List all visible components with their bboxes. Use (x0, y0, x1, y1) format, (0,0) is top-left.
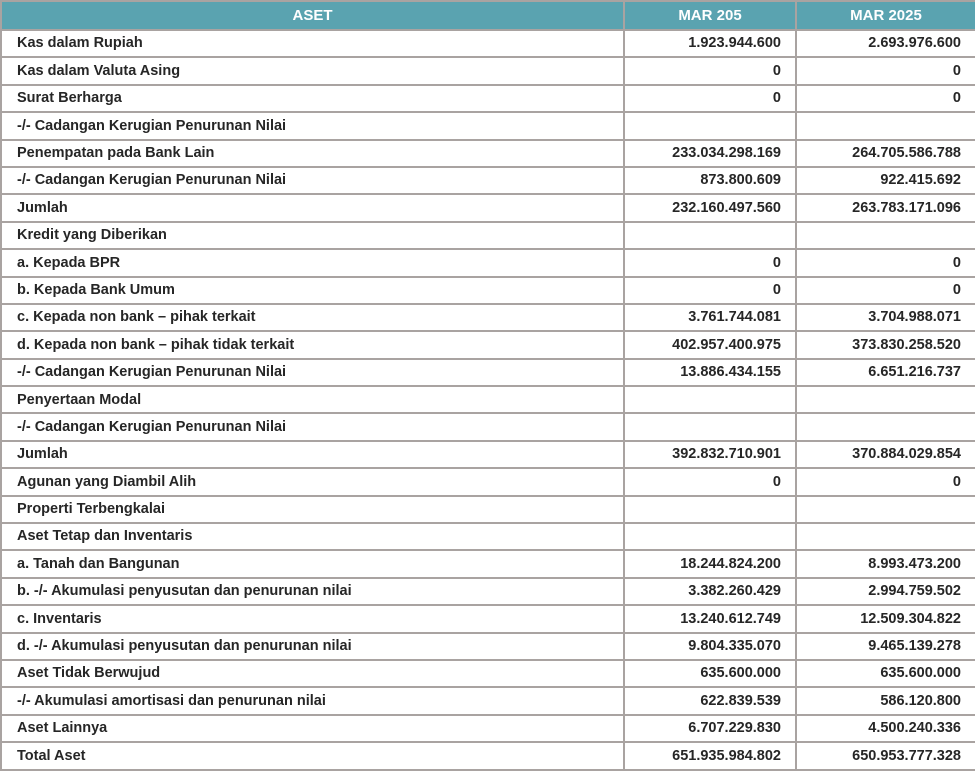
row-label: Agunan yang Diambil Alih (1, 468, 624, 495)
row-value-period-1 (624, 496, 796, 523)
table-row (1, 249, 975, 276)
row-label: a. Tanah dan Bangunan (1, 550, 624, 577)
table-row (1, 140, 975, 167)
table-row (1, 359, 975, 386)
table-row (1, 386, 975, 413)
row-label: Aset Lainnya (1, 715, 624, 742)
row-label: -/- Cadangan Kerugian Penurunan Nilai (1, 112, 624, 139)
row-value-period-1: 18.244.824.200 (624, 550, 796, 577)
table-row (1, 277, 975, 304)
row-label: d. Kepada non bank – pihak tidak terkait (1, 331, 624, 358)
row-value-period-1: 0 (624, 468, 796, 495)
row-value-period-2 (796, 386, 975, 413)
row-value-period-1: 873.800.609 (624, 167, 796, 194)
row-value-period-2 (796, 523, 975, 550)
table-row (1, 222, 975, 249)
row-value-period-2: 12.509.304.822 (796, 605, 975, 632)
row-label: Kas dalam Rupiah (1, 30, 624, 57)
row-value-period-2: 0 (796, 249, 975, 276)
row-label: Jumlah (1, 194, 624, 221)
table-row (1, 687, 975, 714)
row-label: -/- Akumulasi amortisasi dan penurunan nilai (1, 687, 624, 714)
table-row (1, 413, 975, 440)
row-value-period-1: 651.935.984.802 (624, 742, 796, 769)
row-value-period-2: 0 (796, 277, 975, 304)
row-label: Properti Terbengkalai (1, 496, 624, 523)
table-row (1, 715, 975, 742)
row-value-period-1: 232.160.497.560 (624, 194, 796, 221)
row-value-period-2: 2.693.976.600 (796, 30, 975, 57)
row-value-period-1: 402.957.400.975 (624, 331, 796, 358)
row-label: Penempatan pada Bank Lain (1, 140, 624, 167)
row-label: -/- Cadangan Kerugian Penurunan Nilai (1, 359, 624, 386)
row-value-period-1: 3.761.744.081 (624, 304, 796, 331)
row-value-period-2 (796, 496, 975, 523)
row-value-period-2: 2.994.759.502 (796, 578, 975, 605)
table-row (1, 85, 975, 112)
table-row (1, 468, 975, 495)
row-value-period-1: 392.832.710.901 (624, 441, 796, 468)
row-value-period-2: 8.993.473.200 (796, 550, 975, 577)
row-label: Aset Tidak Berwujud (1, 660, 624, 687)
row-value-period-2: 4.500.240.336 (796, 715, 975, 742)
row-label: Penyertaan Modal (1, 386, 624, 413)
row-label: a. Kepada BPR (1, 249, 624, 276)
row-value-period-1: 622.839.539 (624, 687, 796, 714)
table-row (1, 550, 975, 577)
row-value-period-1: 0 (624, 85, 796, 112)
table-row (1, 633, 975, 660)
row-value-period-2: 263.783.171.096 (796, 194, 975, 221)
table-row (1, 304, 975, 331)
table-row (1, 496, 975, 523)
row-label: d. -/- Akumulasi penyusutan dan penurunan nilai (1, 633, 624, 660)
row-value-period-1: 233.034.298.169 (624, 140, 796, 167)
row-label: Kredit yang Diberikan (1, 222, 624, 249)
row-label: c. Kepada non bank – pihak terkait (1, 304, 624, 331)
table-row (1, 660, 975, 687)
table-row (1, 523, 975, 550)
row-value-period-2: 650.953.777.328 (796, 742, 975, 769)
row-value-period-1: 9.804.335.070 (624, 633, 796, 660)
header-aset: ASET (1, 1, 624, 30)
table-row (1, 112, 975, 139)
row-value-period-2: 0 (796, 468, 975, 495)
row-value-period-1 (624, 222, 796, 249)
row-value-period-1 (624, 413, 796, 440)
row-value-period-1: 0 (624, 57, 796, 84)
row-value-period-1 (624, 523, 796, 550)
row-value-period-2: 586.120.800 (796, 687, 975, 714)
table-row (1, 605, 975, 632)
row-value-period-2: 0 (796, 85, 975, 112)
asset-rows (1, 30, 975, 770)
table-row (1, 578, 975, 605)
row-value-period-1: 635.600.000 (624, 660, 796, 687)
header-period-1: MAR 205 (624, 1, 796, 30)
header-row (1, 1, 975, 30)
header-period-2: MAR 2025 (796, 1, 975, 30)
row-value-period-1 (624, 112, 796, 139)
table-row (1, 742, 975, 769)
row-value-period-1: 6.707.229.830 (624, 715, 796, 742)
row-value-period-2: 373.830.258.520 (796, 331, 975, 358)
row-value-period-1: 13.240.612.749 (624, 605, 796, 632)
row-label: c. Inventaris (1, 605, 624, 632)
row-value-period-2: 264.705.586.788 (796, 140, 975, 167)
row-label: Surat Berharga (1, 85, 624, 112)
row-value-period-2: 370.884.029.854 (796, 441, 975, 468)
table-row (1, 194, 975, 221)
row-value-period-2 (796, 413, 975, 440)
row-value-period-2: 9.465.139.278 (796, 633, 975, 660)
row-value-period-2: 6.651.216.737 (796, 359, 975, 386)
table-row (1, 30, 975, 57)
row-label: Jumlah (1, 441, 624, 468)
table-row (1, 57, 975, 84)
row-value-period-2: 922.415.692 (796, 167, 975, 194)
row-value-period-1 (624, 386, 796, 413)
table-row (1, 441, 975, 468)
table-row (1, 331, 975, 358)
row-value-period-2: 3.704.988.071 (796, 304, 975, 331)
row-label: Kas dalam Valuta Asing (1, 57, 624, 84)
row-value-period-1: 1.923.944.600 (624, 30, 796, 57)
row-value-period-2 (796, 222, 975, 249)
row-value-period-1: 3.382.260.429 (624, 578, 796, 605)
row-label: b. -/- Akumulasi penyusutan dan penurunan nilai (1, 578, 624, 605)
row-value-period-2: 635.600.000 (796, 660, 975, 687)
row-value-period-1: 0 (624, 277, 796, 304)
row-label: -/- Cadangan Kerugian Penurunan Nilai (1, 413, 624, 440)
row-label: Total Aset (1, 742, 624, 769)
row-label: b. Kepada Bank Umum (1, 277, 624, 304)
row-value-period-2: 0 (796, 57, 975, 84)
row-value-period-1: 0 (624, 249, 796, 276)
row-value-period-2 (796, 112, 975, 139)
row-label: Aset Tetap dan Inventaris (1, 523, 624, 550)
row-label: -/- Cadangan Kerugian Penurunan Nilai (1, 167, 624, 194)
table-row (1, 167, 975, 194)
row-value-period-1: 13.886.434.155 (624, 359, 796, 386)
